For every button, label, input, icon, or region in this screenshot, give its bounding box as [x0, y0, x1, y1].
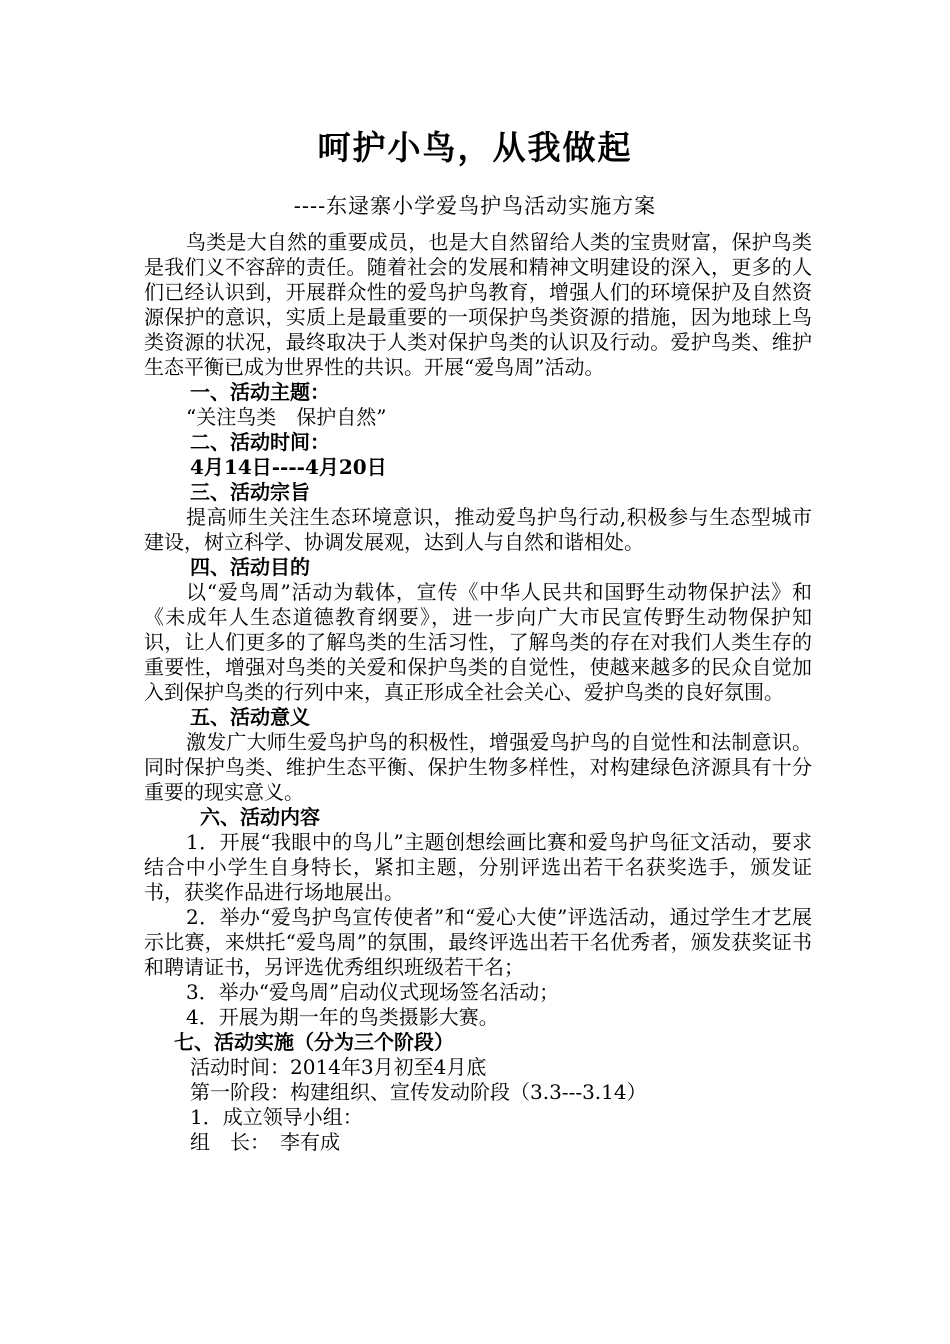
section-2-text: 4月14日----4月20日	[190, 455, 387, 479]
section-2-heading: 二、活动时间：	[190, 430, 330, 454]
section-6-item-4: 4．开展为期一年的鸟类摄影大赛。	[186, 1005, 499, 1029]
document-title: 呵护小鸟，从我做起	[317, 128, 633, 167]
section-6-item-2: 2．举办“爱鸟护鸟宣传使者”和“爱心大使”评选活动，通过学生才艺展示比赛，来烘托“爱鸟周”的氛围，最终评选出若干名优秀者，颁发获奖证书和聘请证书，另评选优秀组织班级若干名；	[144, 905, 812, 979]
section-4-text: 以“爱鸟周”活动为载体，宣传《中华人民共和国野生动物保护法》和《未成年人生态道德教育纲要》，进一步向广大市民宣传野生动物保护知识，让人们更多的了解鸟类的生活习性，了解鸟类的存在对我们人类生存的重要性，增强对鸟类的关爱和保护鸟类的自觉性，使越来越多的民众自觉加入到保护鸟类的行列中来，真正形成全社会关心、爱护鸟类的良好氛围。	[144, 580, 812, 704]
section-6-item-3: 3．举办“爱鸟周”启动仪式现场签名活动；	[186, 980, 560, 1004]
section-3-text: 提高师生关注生态环境意识，推动爱鸟护鸟行动,积极参与生态型城市建设，树立科学、协调发展观，达到人与自然和谐相处。	[144, 505, 812, 554]
section-7-item-1: 1．成立领导小组：	[190, 1105, 363, 1129]
section-1-heading: 一、活动主题：	[190, 380, 330, 404]
section-6-heading: 六、活动内容	[200, 805, 320, 829]
intro-paragraph: 鸟类是大自然的重要成员，也是大自然留给人类的宝贵财富，保护鸟类是我们义不容辞的责任。随着社会的发展和精神文明建设的深入，更多的人们已经认识到，开展群众性的爱鸟护鸟教育，增强人们的环境保护及自然资源保护的意识，实质上是最重要的一项保护鸟类资源的措施，因为地球上鸟类资源的状况，最终取决于人类对保护鸟类的认识及行动。爱护鸟类、维护生态平衡已成为世界性的共识。开展“爱鸟周”活动。	[144, 230, 812, 379]
section-1-text: “关注鸟类 保护自然”	[186, 405, 387, 429]
section-5-text: 激发广大师生爱鸟护鸟的积极性，增强爱鸟护鸟的自觉性和法制意识。同时保护鸟类、维护生态平衡、保护生物多样性，对构建绿色济源具有十分重要的现实意义。	[144, 730, 812, 804]
document-subtitle: ----东逯寨小学爱鸟护鸟活动实施方案	[293, 194, 657, 218]
section-6-item-1: 1．开展“我眼中的鸟儿”主题创想绘画比赛和爱鸟护鸟征文活动，要求结合中小学生自身特长，紧扣主题，分别评选出若干名获奖选手，颁发证书，获奖作品进行场地展出。	[144, 830, 812, 904]
section-7-time: 活动时间：2014年3月初至4月底	[190, 1055, 487, 1079]
section-5-heading: 五、活动意义	[190, 705, 310, 729]
section-3-heading: 三、活动宗旨	[190, 480, 310, 504]
section-4-heading: 四、活动目的	[190, 555, 310, 579]
section-7-leader: 组 长： 李有成	[190, 1130, 340, 1154]
document-body	[144, 230, 812, 1155]
section-7-heading: 七、活动实施（分为三个阶段）	[174, 1030, 454, 1054]
section-7-phase-1: 第一阶段：构建组织、宣传发动阶段（3.3---3.14）	[190, 1080, 647, 1104]
